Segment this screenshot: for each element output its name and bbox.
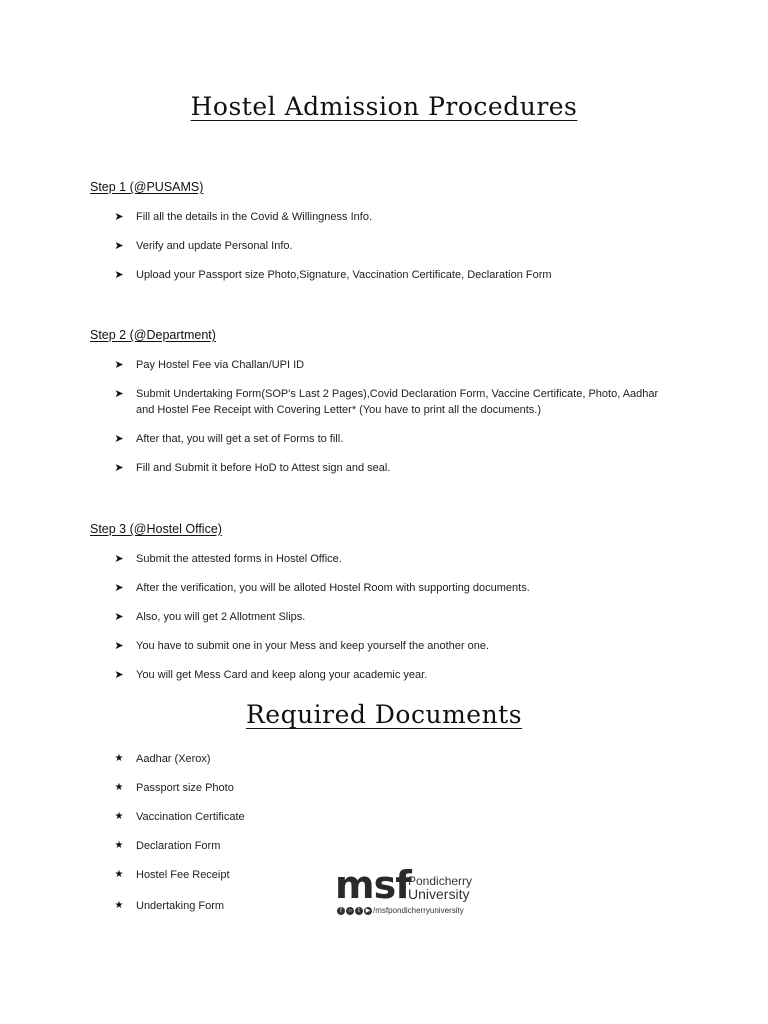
- list-item: ➤ Fill and Submit it before HoD to Attest sign and seal.: [0, 460, 768, 476]
- step-2-list: [0, 357, 768, 476]
- star-bullet-icon: ★: [114, 900, 124, 911]
- twitter-icon: t: [355, 907, 363, 915]
- star-bullet-icon: ★: [114, 869, 124, 880]
- list-item: ➤ After that, you will get a set of Forms to fill.: [0, 431, 768, 447]
- logo-social-row: [337, 906, 464, 915]
- list-item: ➤ Also, you will get 2 Allotment Slips.: [0, 609, 768, 625]
- star-bullet-icon: ★: [114, 811, 124, 822]
- list-item: ➤ Fill all the details in the Covid & Willingness Info.: [0, 209, 768, 225]
- list-item: ➤ You have to submit one in your Mess and keep yourself the another one.: [0, 638, 768, 654]
- list-item: ★ Passport size Photo: [0, 780, 768, 796]
- arrow-bullet-icon: ➤: [114, 640, 124, 652]
- logo-brand: msf: [335, 863, 411, 907]
- step-1-list: [0, 209, 768, 283]
- arrow-bullet-icon: ➤: [114, 240, 124, 252]
- list-item: ➤ Pay Hostel Fee via Challan/UPI ID: [0, 357, 768, 373]
- list-item: ★ Hostel Fee Receipt: [0, 867, 768, 883]
- step-1-heading: Step 1 (@PUSAMS): [90, 180, 204, 194]
- logo-university-name: Pondicherry University: [408, 874, 473, 902]
- list-item: ➤ You will get Mess Card and keep along your academic year.: [0, 667, 768, 683]
- step-3-list: [0, 551, 768, 683]
- facebook-icon: f: [337, 907, 345, 915]
- star-bullet-icon: ★: [114, 782, 124, 793]
- list-item: ➤ Verify and update Personal Info.: [0, 238, 768, 254]
- arrow-bullet-icon: ➤: [114, 211, 124, 223]
- list-item: ★ Declaration Form: [0, 838, 768, 854]
- star-bullet-icon: ★: [114, 753, 124, 764]
- arrow-bullet-icon: ➤: [114, 462, 124, 474]
- arrow-bullet-icon: ➤: [114, 553, 124, 565]
- list-item: ★ Undertaking Form: [0, 898, 768, 914]
- arrow-bullet-icon: ➤: [114, 359, 124, 371]
- list-item: ➤ Submit the attested forms in Hostel Office.: [0, 551, 768, 567]
- page-title: Hostel Admission Procedures: [190, 92, 578, 121]
- arrow-bullet-icon: ➤: [114, 269, 124, 281]
- step-3-heading: Step 3 (@Hostel Office): [90, 522, 222, 536]
- star-bullet-icon: ★: [114, 840, 124, 851]
- instagram-icon: ○: [346, 907, 354, 915]
- list-item: ➤ Submit Undertaking Form(SOP's Last 2 Pages),Covid Declaration Form, Vaccine Certificate, Photo, Aadhar and Hostel Fee Receipt with Covering Letter* (You have to print all the documents.): [0, 386, 768, 418]
- list-item: ★ Vaccination Certificate: [0, 809, 768, 825]
- arrow-bullet-icon: ➤: [114, 611, 124, 623]
- msf-logo: [335, 863, 485, 920]
- arrow-bullet-icon: ➤: [114, 669, 124, 681]
- list-item: ★ Aadhar (Xerox): [0, 751, 768, 767]
- arrow-bullet-icon: ➤: [114, 582, 124, 594]
- required-documents-title: Required Documents: [245, 700, 523, 729]
- arrow-bullet-icon: ➤: [114, 433, 124, 445]
- step-2-heading: Step 2 (@Department): [90, 328, 216, 342]
- logo-handle: /msfpondicherryuniversity: [373, 906, 464, 915]
- list-item: ➤ After the verification, you will be alloted Hostel Room with supporting documents.: [0, 580, 768, 596]
- arrow-bullet-icon: ➤: [114, 388, 124, 400]
- youtube-icon: ▶: [365, 907, 371, 914]
- list-item: ➤ Upload your Passport size Photo,Signature, Vaccination Certificate, Declaration Form: [0, 267, 768, 283]
